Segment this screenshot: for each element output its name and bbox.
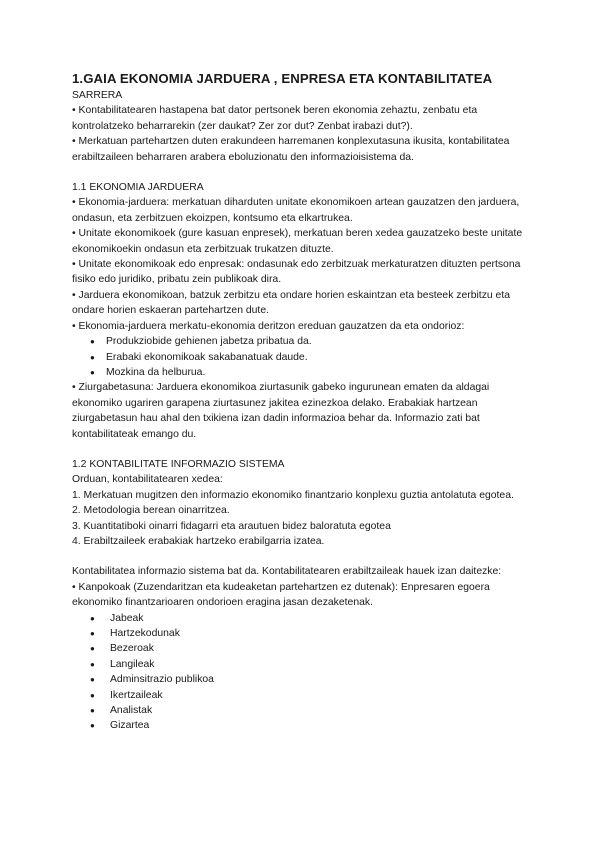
- numbered-item: 3. Kuantitatiboki oinarri fidagarri eta arautuen bidez baloratuta egotea: [72, 520, 391, 532]
- list-item: ● Ikertzaileak: [90, 688, 532, 703]
- page-title: 1.GAIA EKONOMIA JARDUERA , ENPRESA ETA KONTABILITATEA: [72, 71, 493, 86]
- numbered-item: 1. Merkatuan mugitzen den informazio ekonomiko finantzario konplexu guztia antolatuta egotea.: [72, 489, 514, 501]
- section1-paragraph: • Jarduera ekonomikoan, batzuk zerbitzu eta ondare horien eskaintzan eta besteek zerbitzu eta ondare horien eskaeran partehartzen dute.: [72, 289, 510, 317]
- section1-paragraph: • Unitate ekonomikoak edo enpresak: ondasunak edo zerbitzuak merkaturatzen dituzten pertsona fisiko edo juridiko, pribatu zein publikoak dira.: [72, 259, 521, 286]
- intro-heading: SARRERA: [72, 90, 123, 101]
- list-item: ● Mozkina da helburua.: [90, 365, 532, 380]
- external-users-list: [72, 611, 532, 734]
- list-item: ● Erabaki ekonomikoak sakabanatuak daude.: [90, 350, 532, 365]
- section-heading-1-2: 1.2 KONTABILITATE INFORMAZIO SISTEMA: [72, 458, 285, 470]
- external-users-paragraph: • Kanpokoak (Zuzendaritzan eta kudeaketan partehartzen ez dutenak): Enpresaren egoera ekonomiko finantzarioaren ondorioen eragina jasan dezaketenak.: [72, 581, 490, 609]
- list-item: ● Jabeak: [90, 611, 532, 626]
- document-page: [72, 70, 532, 734]
- section1-paragraph: • Ekonomia-jarduera merkatu-ekonomia deritzon ereduan gauzatzen da eta ondorioz:: [72, 320, 465, 332]
- list-item: ● Hartzekodunak: [90, 626, 532, 641]
- section-heading-1-1: 1.1 EKONOMIA JARDUERA: [72, 182, 204, 194]
- section1-paragraph: • Unitate ekonomikoek (gure kasuan enpresek), merkatuan beren xedea gauzatzeko beste unitate ekonomikoekin ondasun eta zerbitzuak trukatzen dituzte.: [72, 228, 523, 255]
- numbered-item: 2. Metodologia berean oinarritzea.: [72, 505, 230, 517]
- spacer: [72, 165, 532, 180]
- section2-lead: Orduan, kontabilitatearen xedea:: [72, 474, 223, 486]
- intro-paragraph: • Merkatuan partehartzen duten erakundeen harremanen konplexutasuna ikusita, kontabilitatea erabiltzaileen beharraren arabera eboluzionatu den informazioisistema da.: [72, 136, 510, 163]
- section1-closing-paragraph: • Ziurgabetasuna: Jarduera ekonomikoa ziurtasunik gabeko ingurunean ematen da aldagai ekonomiko ugariren garapena ziurtasunez jakitea ezinezkoa delako. Erabakiak hartzean ziurgabetasun hau ahal den txikiena izan dadin informazioa behar da. Informazio zati bat kontabilitateak emango du.: [72, 382, 490, 440]
- spacer: [72, 442, 532, 457]
- list-item: ● Analistak: [90, 703, 532, 718]
- list-item: ● Produkziobide gehienen jabetza pribatua da.: [90, 334, 532, 349]
- list-item: ● Langileak: [90, 657, 532, 672]
- section1-paragraph: • Ekonomia-jarduera: merkatuan diharduten unitate ekonomikoen artean gauzatzen den jarduera, ondasun, eta zerbitzuen ekoizpen, kontsumo eta elkartrukea.: [72, 197, 520, 224]
- numbered-item: 4. Erabiltzaileek erabakiak hartzeko erabilgarria izatea.: [72, 535, 325, 547]
- users-intro-paragraph: Kontabilitatea informazio sistema bat da. Kontabilitatearen erabiltzaileak hauek izan daitezke:: [72, 566, 502, 578]
- list-item: ● Gizartea: [90, 718, 532, 733]
- list-item: ● Adminsitrazio publikoa: [90, 672, 532, 687]
- spacer: [72, 549, 532, 564]
- list-item: ● Bezeroak: [90, 641, 532, 656]
- market-economy-list: [72, 334, 532, 380]
- intro-paragraph: • Kontabilitatearen hastapena bat dator pertsonek beren ekonomia zehaztu, zenbatu eta kontrolatzeko beharrarekin (zer daukat? Zer zor dut? Zenbat irabazi dut?).: [72, 105, 478, 132]
